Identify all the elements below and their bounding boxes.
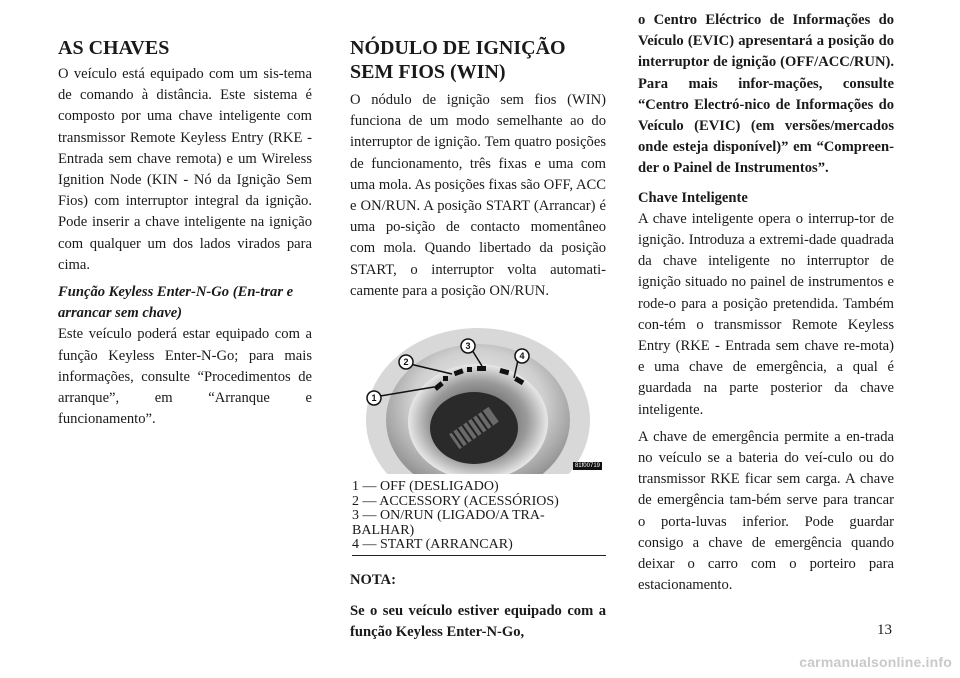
callout-3: 3 <box>465 341 471 352</box>
callout-4: 4 <box>519 351 525 362</box>
callout-1: 1 <box>371 393 377 404</box>
legend-item: 2 — ACCESSORY (ACESSÓRIOS) <box>352 493 559 509</box>
section-heading-keys: AS CHAVES <box>58 37 170 59</box>
smart-key-subheading: Chave Inteligente <box>638 189 748 206</box>
column-3 <box>638 12 894 602</box>
ignition-node-illustration <box>350 308 606 474</box>
legend-item: 3 — ON/RUN (LIGADO/A TRA- <box>352 508 545 524</box>
section-heading-win: NÓDULO DE IGNIÇÃO SEM FIOS (WIN) <box>350 37 566 83</box>
keyless-subheading: Função Keyless Enter-N-Go (En-trar e arrancar sem chave) <box>58 284 294 322</box>
note-continuation: o Centro Eléctrico de Informações do Veículo (EVIC) apresentará a posição do interruptor de ignição (OFF/ACC/RUN). Para mais infor-mações, consulte “Centro Electró-nico de Informações do Veículo (EVIC) (em versões/mercados onde esteja disponível)” em “Compreen-der o Painel de Instrumentos”. <box>638 12 894 177</box>
note-text: Se o seu veículo estiver equipado com a função Keyless Enter-N-Go, <box>350 602 606 640</box>
column-2 <box>350 30 606 649</box>
legend-item: 4 — START (ARRANCAR) <box>352 537 513 553</box>
figure-legend <box>352 480 606 556</box>
legend-item: BALHAR) <box>352 522 415 538</box>
column-1 <box>58 30 312 436</box>
smart-key-paragraph: A chave inteligente opera o interrup-tor de ignição. Introduza a extremi-dade quadrada da chave inteligente no interruptor de ignição situado no painel de instrumentos e rode-o para a posição pretendida. Também con-tém o transmissor Remote Keyless Entry (RKE - Entrada sem chave re-mota) e uma chave de emergência, a qual é guardada na parte posterior da chave inteligente. <box>638 210 894 418</box>
callout-2: 2 <box>403 357 409 368</box>
keys-paragraph: O veículo está equipado com um sis-tema de comando à distância. Este sistema é composto por uma chave inteligente com transmissor Remote Keyless Entry (RKE - Entrada sem chave remota) e um Wireless Ignition Node (KIN - Nó da Ignição Sem Fios) com interruptor integral da ignição. Pode inserir a chave inteligente na ignição com qualquer um dos lados virados para cima. <box>58 66 312 273</box>
ignition-node-figure <box>350 308 606 474</box>
win-paragraph: O nódulo de ignição sem fios (WIN) funciona de um modo semelhante ao do interruptor de ignição. Tem quatro posições de funcionamento, três fixas e uma com uma mola. As posições fixas são OFF, ACC e ON/RUN. A posição START (Arrancar) é uma po-sição de contacto momentâneo com mola. Quando libertado da posição START, o interruptor volta automati-camente para a posição ON/RUN. <box>350 92 606 299</box>
figure-code: 81f00719 <box>574 463 600 470</box>
keyless-paragraph: Este veículo poderá estar equipado com a função Keyless Enter-N-Go; para mais informações, consulte “Procedimentos de arranque”, em “Arranque e funcionamento”. <box>58 326 312 428</box>
legend-item: 1 — OFF (DESLIGADO) <box>352 479 499 495</box>
watermark: carmanualsonline.info <box>799 654 952 670</box>
note-label: NOTA: <box>350 571 396 588</box>
emergency-key-paragraph: A chave de emergência permite a en-trada no veículo se a bateria do veí-culo ou do transmissor RKE ficar sem carga. A chave de emergência tam-bém serve para trancar o porta-luvas inferior. Pode guardar consigo a chave de emergência quando deixar o carro com o porteiro para estacionamento. <box>638 428 894 594</box>
page-number: 13 <box>877 622 892 638</box>
